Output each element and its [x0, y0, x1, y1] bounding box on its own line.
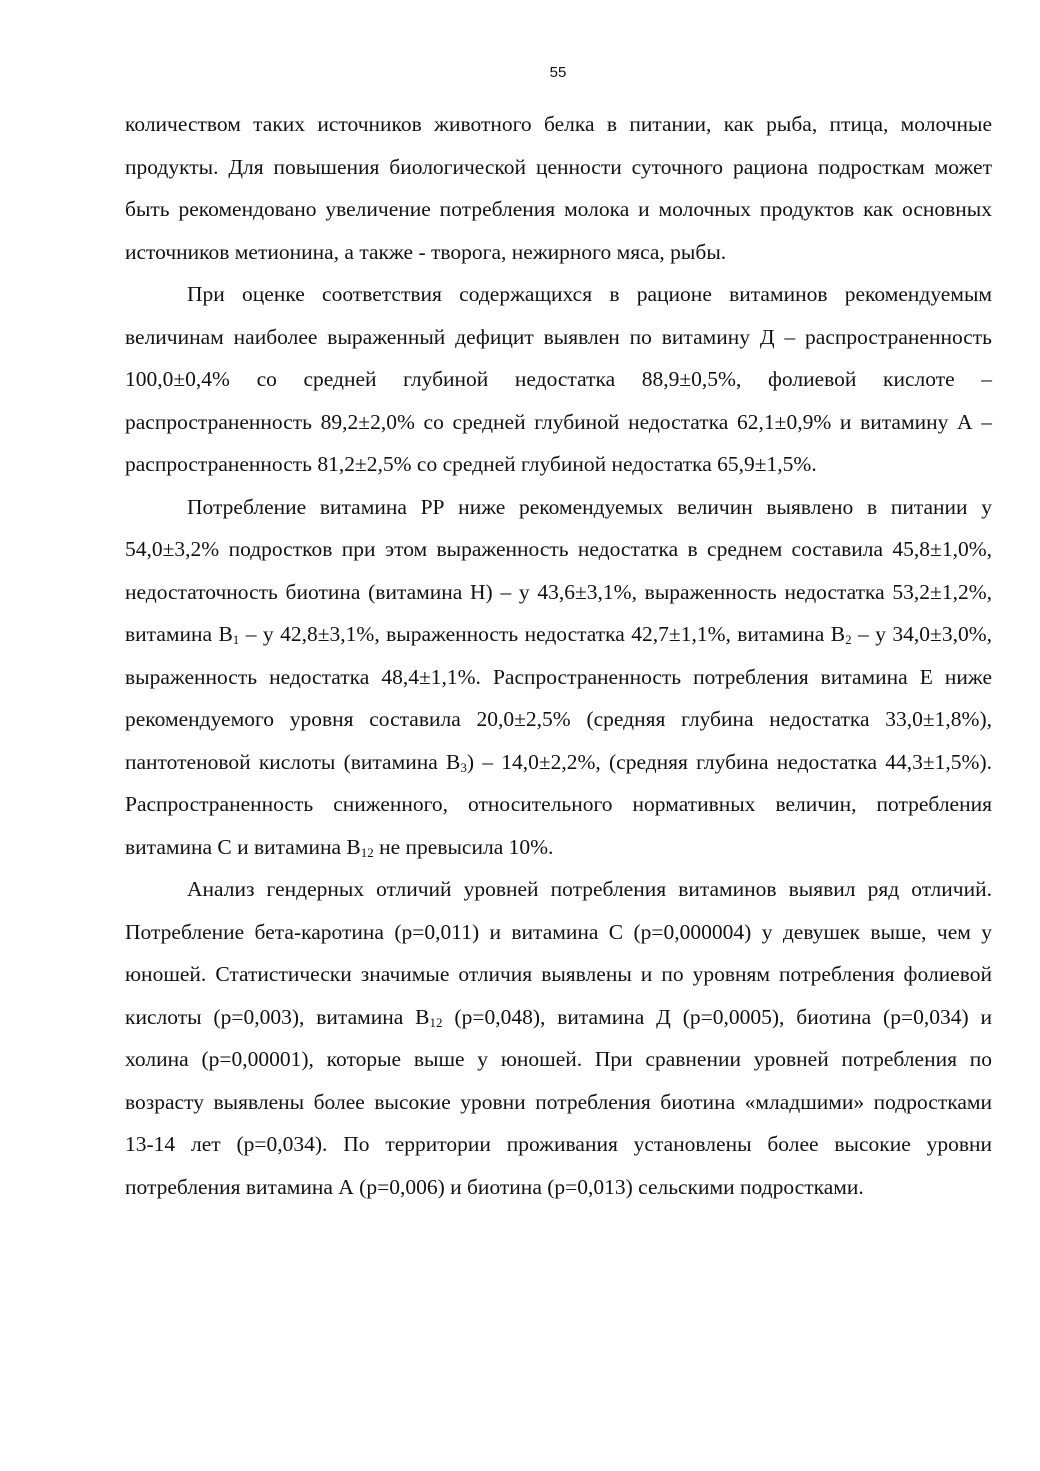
paragraph-animal-protein: [125, 103, 992, 273]
paragraph-text: – у 34,0±3,0%, выраженность недостатка 48,4±1,1%. Распространенность потребления витамина Е ниже рекомендуемого уровня составила 20,0±2,5% (средняя глубина недостатка 33,0±1,8%), пантотеновой кислоты (витамина В: [125, 622, 992, 774]
subscript-index: 12: [429, 1014, 443, 1030]
paragraph-text: ) – 14,0±2,2%, (средняя глубина недостатка 44,3±1,5%). Распространенность сниженного, относительного нормативных величин, потребления витамина С и витамина В: [125, 749, 993, 859]
subscript-index: 1: [232, 632, 240, 647]
subscript-index: 2: [845, 632, 852, 647]
subscript-index: 12: [360, 844, 374, 860]
page-number: 55: [549, 64, 567, 81]
body-text: [125, 103, 992, 1208]
paragraph-text: При оценке соответствия содержащихся в рационе витаминов рекомендуемым величинам наиболее выраженный дефицит выявлен по витамину Д – распространенность 100,0±0,4% со средней глубиной недостатка 88,9±0,5%, фолиевой кислоте – распространенность 89,2±2,0% со средней глубиной недостатка 62,1±0,9% и витамину А – распространенность 81,2±2,5% со средней глубиной недостатка 65,9±1,5%.: [125, 282, 992, 476]
subscript-index: 3: [460, 759, 467, 775]
paragraph-vitamin-pp-consumption: [125, 486, 992, 869]
paragraph-vitamin-deficit: [125, 273, 992, 486]
paragraph-text: не превысила 10%.: [373, 834, 554, 859]
paragraph-text: – у 42,8±3,1%, выраженность недостатка 42,7±1,1%, витамина В: [239, 622, 846, 646]
paragraph-text: (р=0,048), витамина Д (р=0,0005), биотина (р=0,034) и холина (р=0,00001), которые выше у юношей. При сравнении уровней потребления по возрасту выявлены более высокие уровни потребления биотина «младшими» подростками 13-14 лет (р=0,034). По территории проживания установлены более высокие уровни потребления витамина А (р=0,006) и биотина (р=0,013) сельскими подростками.: [125, 1004, 992, 1199]
paragraph-text: количеством таких источников животного белка в питании, как рыба, птица, молочные продукты. Для повышения биологической ценности суточного рациона подросткам может быть рекомендовано увеличение потребления молока и молочных продуктов как основных источников метионина, а также - творога, нежирного мяса, рыбы.: [125, 112, 992, 264]
paragraph-text: Потребление витамина РР ниже рекомендуемых величин выявлено в питании у 54,0±3,2% подростков при этом выраженность недостатка в среднем составила 45,8±1,0%, недостаточность биотина (витамина Н) – у 43,6±3,1%, выраженность недостатка 53,2±1,2%, витамина В: [125, 494, 992, 646]
paragraph-text: Анализ гендерных отличий уровней потребления витаминов выявил ряд отличий. Потребление бета-каротина (р=0,011) и витамина С (р=0,000004) у девушек выше, чем у юношей. Статистически значимые отличия выявлены и по уровням потребления фолиевой кислоты (р=0,003), витамина В: [125, 877, 992, 1029]
paragraph-gender-analysis: [125, 868, 992, 1208]
